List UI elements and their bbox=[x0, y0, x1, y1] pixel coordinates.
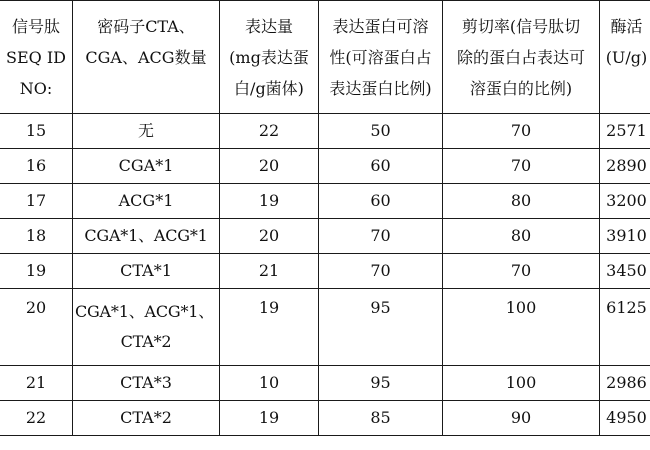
cell-seq-id: 15 bbox=[0, 114, 73, 149]
header-line: 白/g菌体) bbox=[234, 78, 304, 98]
table-row bbox=[0, 114, 650, 149]
cell-expression: 21 bbox=[220, 254, 319, 289]
codon-line: ACG*1 bbox=[118, 191, 174, 210]
codon-line: CGA*1 bbox=[118, 156, 174, 175]
codon-line: 无 bbox=[137, 121, 154, 140]
cell-expression: 19 bbox=[220, 289, 319, 366]
header-expression bbox=[220, 1, 319, 114]
header-row bbox=[0, 1, 650, 114]
table-row bbox=[0, 401, 650, 436]
header-line: 表达量 bbox=[244, 16, 293, 36]
codon-line: CTA*2 bbox=[120, 408, 172, 427]
cell-seq-id: 17 bbox=[0, 184, 73, 219]
cell-expression: 22 bbox=[220, 114, 319, 149]
header-activity bbox=[600, 1, 650, 114]
codon-line: CTA*2 bbox=[120, 332, 172, 351]
header-codons bbox=[73, 1, 220, 114]
cell-solubility: 60 bbox=[319, 184, 443, 219]
header-line: 酶活 bbox=[610, 16, 643, 36]
cell-activity: 3450 bbox=[600, 254, 650, 289]
cell-solubility: 85 bbox=[319, 401, 443, 436]
cell-solubility: 70 bbox=[319, 219, 443, 254]
codon-line: CGA*1、ACG*1、 bbox=[74, 302, 215, 321]
header-line: CGA、ACG数量 bbox=[85, 47, 207, 67]
cell-expression: 20 bbox=[220, 219, 319, 254]
table-row bbox=[0, 184, 650, 219]
cell-cleavage: 70 bbox=[443, 149, 600, 184]
cell-expression: 19 bbox=[220, 401, 319, 436]
cell-cleavage: 70 bbox=[443, 254, 600, 289]
cell-codons bbox=[73, 114, 220, 149]
cell-activity: 3200 bbox=[600, 184, 650, 219]
cell-expression: 19 bbox=[220, 184, 319, 219]
table-row bbox=[0, 219, 650, 254]
cell-solubility: 95 bbox=[319, 366, 443, 401]
header-line: SEQ ID bbox=[6, 47, 66, 67]
cell-activity: 2986 bbox=[600, 366, 650, 401]
table-row bbox=[0, 289, 650, 366]
header-seq-id bbox=[0, 1, 73, 114]
cell-codons bbox=[73, 219, 220, 254]
cell-cleavage: 70 bbox=[443, 114, 600, 149]
table-body bbox=[0, 114, 650, 436]
cell-expression: 10 bbox=[220, 366, 319, 401]
cell-solubility: 60 bbox=[319, 149, 443, 184]
cell-seq-id: 19 bbox=[0, 254, 73, 289]
cell-seq-id: 22 bbox=[0, 401, 73, 436]
cell-solubility: 95 bbox=[319, 289, 443, 366]
cell-solubility: 70 bbox=[319, 254, 443, 289]
header-line: (mg表达蛋 bbox=[229, 47, 309, 67]
cell-cleavage: 90 bbox=[443, 401, 600, 436]
cell-seq-id: 20 bbox=[0, 289, 73, 366]
cell-cleavage: 100 bbox=[443, 366, 600, 401]
cell-codons bbox=[73, 366, 220, 401]
table-row bbox=[0, 149, 650, 184]
header-line: 溶蛋白的比例) bbox=[469, 78, 573, 98]
table-header bbox=[0, 1, 650, 114]
cell-seq-id: 18 bbox=[0, 219, 73, 254]
table-row bbox=[0, 254, 650, 289]
cell-activity: 3910 bbox=[600, 219, 650, 254]
cell-seq-id: 16 bbox=[0, 149, 73, 184]
header-line: 表达蛋白可溶 bbox=[332, 16, 429, 36]
cell-codons bbox=[73, 289, 220, 366]
header-line: NO: bbox=[19, 78, 53, 98]
header-solubility bbox=[319, 1, 443, 114]
codon-line: CTA*3 bbox=[120, 373, 172, 392]
header-line: (U/g) bbox=[605, 47, 648, 67]
header-line: 密码子CTA、 bbox=[97, 16, 195, 36]
cell-expression: 20 bbox=[220, 149, 319, 184]
header-line: 剪切率(信号肽切 bbox=[461, 16, 581, 36]
cell-solubility: 50 bbox=[319, 114, 443, 149]
cell-codons bbox=[73, 184, 220, 219]
header-line: 信号肽 bbox=[11, 16, 60, 36]
cell-activity: 2890 bbox=[600, 149, 650, 184]
cell-activity: 6125 bbox=[600, 289, 650, 366]
table-row bbox=[0, 366, 650, 401]
cell-codons bbox=[73, 254, 220, 289]
header-line: 性(可溶蛋白占 bbox=[329, 47, 432, 67]
header-line: 除的蛋白占表达可 bbox=[456, 47, 585, 67]
cell-cleavage: 80 bbox=[443, 219, 600, 254]
header-cleavage bbox=[443, 1, 600, 114]
cell-cleavage: 80 bbox=[443, 184, 600, 219]
header-line: 表达蛋白比例) bbox=[329, 78, 432, 98]
cell-seq-id: 21 bbox=[0, 366, 73, 401]
cell-codons bbox=[73, 149, 220, 184]
cell-codons bbox=[73, 401, 220, 436]
codon-line: CTA*1 bbox=[120, 261, 172, 280]
cell-activity: 2571 bbox=[600, 114, 650, 149]
cell-activity: 4950 bbox=[600, 401, 650, 436]
cell-cleavage: 100 bbox=[443, 289, 600, 366]
codon-line: CGA*1、ACG*1 bbox=[84, 226, 208, 245]
